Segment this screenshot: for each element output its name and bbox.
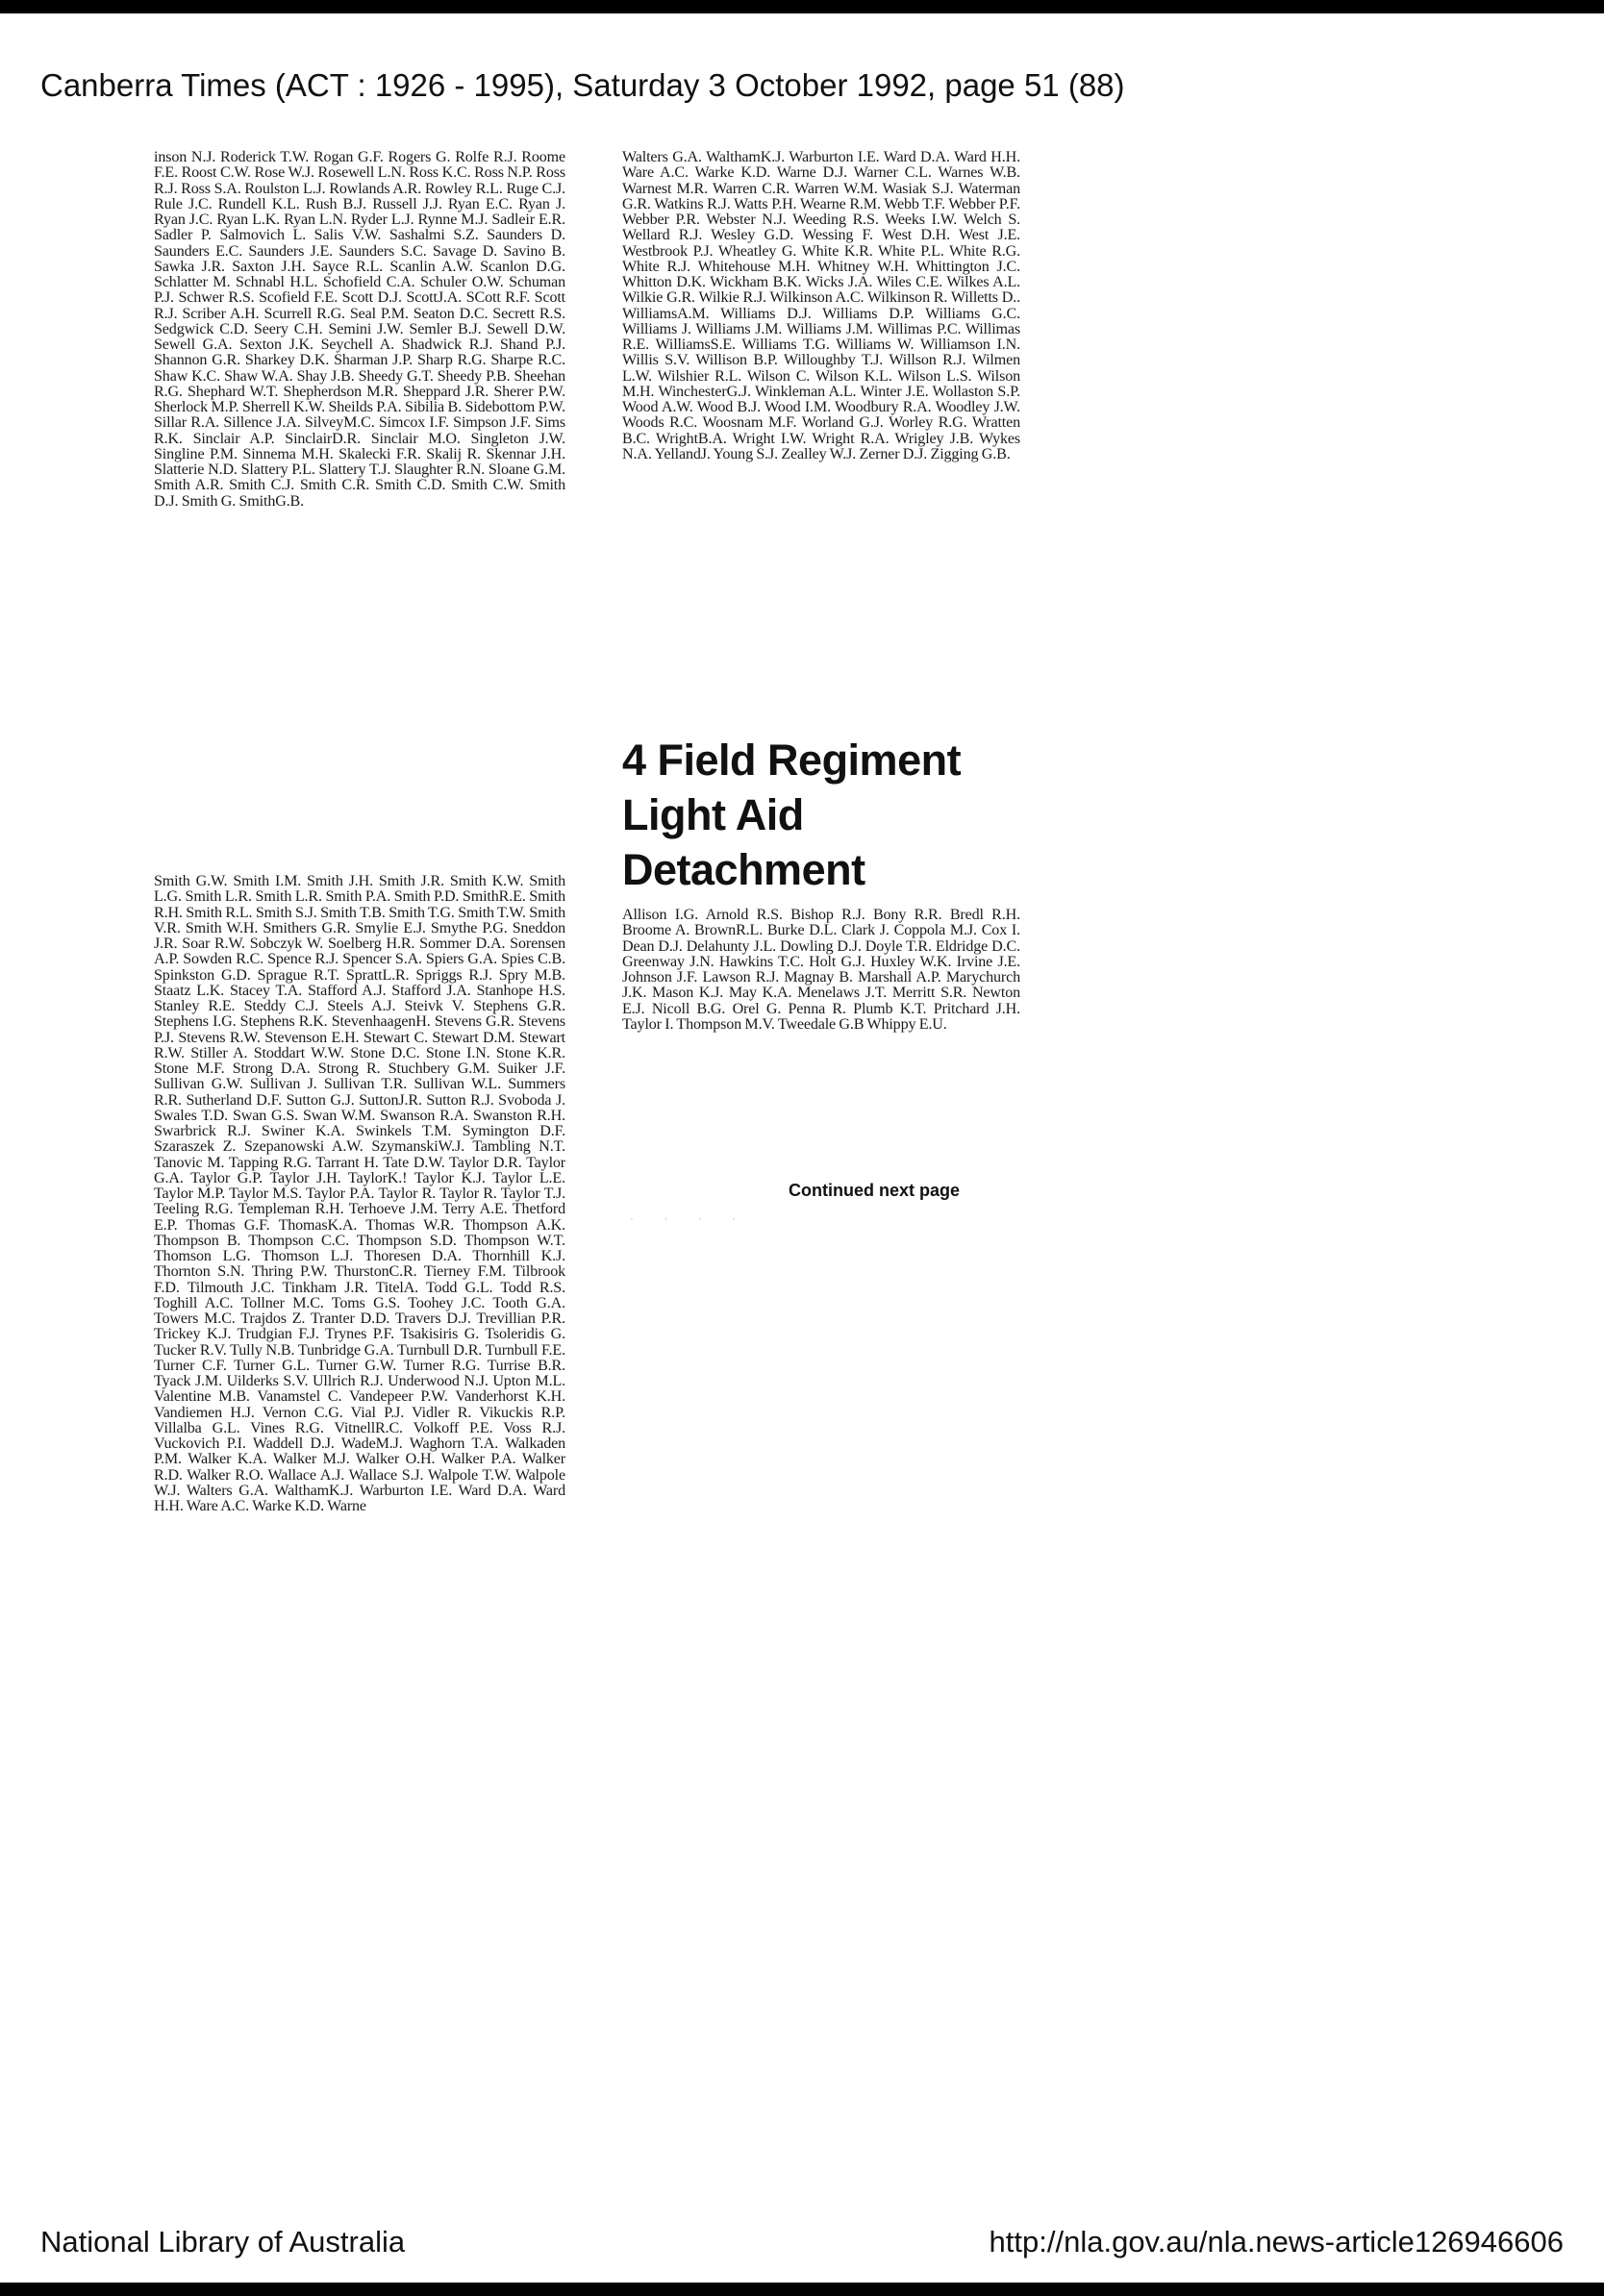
page-title: Canberra Times (ACT : 1926 - 1995), Saturday 3 October 1992, page 51 (88) bbox=[40, 67, 1125, 103]
section-heading bbox=[622, 733, 1026, 897]
heading-line-2: Light Aid bbox=[622, 790, 804, 839]
document-page bbox=[0, 13, 1604, 2283]
footer-url[interactable]: http://nla.gov.au/nla.news-article126946606 bbox=[989, 2225, 1564, 2259]
article-left-column-top: inson N.J. Roderick T.W. Rogan G.F. Rogers G. Rolfe R.J. Roome F.E. Roost C.W. Rose W.J. Rosewell L.N. Ross K.C. Ross N.P. Ross R.J. Ross S.A. Roulston L.J. Rowlands A.R. Rowley R.L. Ruge C.J. Rule J.C. Rundell K.L. Rush B.J. Russell J.J. Ryan E.C. Ryan J. Ryan J.C. Ryan L.K. Ryan L.N. Ryder L.J. Rynne M.J. Sadleir E.R. Sadler P. Salmovich L. Salis V.W. Sashalmi S.Z. Saunders D. Saunders E.C. Saunders J.E. Saunders S.C. Savage D. Savino B. Sawka J.R. Saxton J.H. Sayce R.L. Scanlin A.W. Scanlon D.G. Schlatter M. Schnabl H.L. Schofield C.A. Schuler O.W. Schuman P.J. Schwer R.S. Scofield F.E. Scott D.J. ScottJ.A. SCott R.F. Scott R.J. Scriber A.H. Scurrell R.G. Seal P.M. Seaton D.C. Secrett R.S. Sedgwick C.D. Seery C.H. Semini J.W. Semler B.J. Sewell D.W. Sewell G.A. Sexton J.K. Seychell A. Shadwick R.J. Shand P.J. Shannon G.R. Sharkey D.K. Sharman J.P. Sharp R.G. Sharpe R.C. Shaw K.C. Shaw W.A. Shay J.B. Sheedy G.T. Sheedy P.B. Sheehan R.G. Shephard W.T. Shepherdson M.R. Sheppard J.R. Sherer P.W. Sherlock M.P. Sherrell K.W. Sheilds P.A. Sibilia B. Sidebottom P.W. Sillar R.A. Sillence J.A. SilveyM.C. Simcox I.F. Simpson J.F. Sims R.K. Sinclair A.P. SinclairD.R. Sinclair M.O. Singleton J.W. Singline P.M. Sinnema M.H. Skalecki F.R. Skalij R. Skennar J.H. Slatterie N.D. Slattery P.L. Slattery T.J. Slaughter R.N. Sloane G.M. Smith A.R. Smith C.J. Smith C.R. Smith C.D. Smith C.W. Smith D.J. Smith G. SmithG.B. bbox=[154, 149, 565, 510]
article-left-column-bottom: Smith G.W. Smith I.M. Smith J.H. Smith J.R. Smith K.W. Smith L.G. Smith L.R. Smith L.R. Smith P.A. Smith P.D. SmithR.E. Smith R.H. Smith R.L. Smith S.J. Smith T.B. Smith T.G. Smith T.W. Smith V.R. Smith W.H. Smithers G.R. Smylie E.J. Smythe P.G. Sneddon J.R. Soar R.W. Sobczyk W. Soelberg H.R. Sommer D.A. Sorensen A.P. Sowden R.C. Spence R.J. Spencer S.A. Spiers G.A. Spies C.B. Spinkston G.D. Sprague R.T. SprattL.R. Spriggs R.J. Spry M.B. Staatz L.K. Stacey T.A. Stafford A.J. Stafford J.A. Stanhope H.S. Stanley R.E. Steddy C.J. Steels A.J. Steivk V. Stephens G.R. Stephens I.G. Stephens R.K. StevenhaagenH. Stevens G.R. Stevens P.J. Stevens R.W. Stevenson E.H. Stewart C. Stewart D.M. Stewart R.W. Stiller A. Stoddart W.W. Stone D.C. Stone I.N. Stone K.R. Stone M.F. Strong D.A. Strong R. Stuchbery G.M. Suiker J.F. Sullivan G.W. Sullivan J. Sullivan T.R. Sullivan W.L. Summers R.R. Sutherland D.F. Sutton G.J. SuttonJ.R. Sutton R.J. Svoboda J. Swales T.D. Swan G.S. Swan W.M. Swanson R.A. Swanston R.H. Swarbrick R.J. Swiner K.A. Swinkels T.M. Symington D.F. Szaraszek Z. Szepanowski A.W. SzymanskiW.J. Tambling N.T. Tanovic M. Tapping R.G. Tarrant H. Tate D.W. Taylor D.R. Taylor G.A. Taylor G.P. Taylor J.H. TaylorK.! Taylor K.J. Taylor L.E. Taylor M.P. Taylor M.S. Taylor P.A. Taylor R. Taylor R. Taylor T.J. Teeling R.G. Templeman R.H. Terhoeve J.M. Terry A.E. Thetford E.P. Thomas G.F. ThomasK.A. Thomas W.R. Thompson A.K. Thompson B. Thompson C.C. Thompson S.D. Thompson W.T. Thomson L.G. Thomson L.J. Thoresen D.A. Thornhill K.J. Thornton S.N. Thring P.W. ThurstonC.R. Tierney F.M. Tilbrook F.D. Tilmouth J.C. Tinkham J.R. TitelA. Todd G.L. Todd R.S. Toghill A.C. Tollner M.C. Toms G.S. Toohey J.C. Tooth G.A. Towers M.C. Trajdos Z. Tranter D.D. Travers D.J. Trevillian P.R. Trickey K.J. Trudgian F.J. Trynes P.F. Tsakisiris G. Tsoleridis G. Tucker R.V. Tully N.B. Tunbridge G.A. Turnbull D.R. Turnbull F.E. Turner C.F. Turner G.L. Turner G.W. Turner R.G. Turrise B.R. Tyack J.M. Uilderks S.V. Ullrich R.J. Underwood N.J. Upton M.L. Valentine M.B. Vanamstel C. Vandepeer P.W. Vanderhorst K.H. Vandiemen H.J. Vernon C.G. Vial P.J. Vidler R. Vikuckis R.P. Villalba G.L. Vines R.G. VitnellR.C. Volkoff P.E. Voss R.J. Vuckovich P.I. Waddell D.J. WadeM.J. Waghorn T.A. Walkaden P.M. Walker K.A. Walker M.J. Walker O.H. Walker P.A. Walker R.D. Walker R.O. Wallace A.J. Wallace S.J. Walpole T.W. Walpole W.J. Walters G.A. WalthamK.J. Warburton I.E. Ward D.A. Ward H.H. Ware A.C. Warke K.D. Warne bbox=[154, 873, 565, 1514]
footer-source: National Library of Australia bbox=[40, 2225, 406, 2259]
heading-line-1: 4 Field Regiment bbox=[622, 736, 962, 785]
article-right-column-top: Walters G.A. WalthamK.J. Warburton I.E. Ward D.A. Ward H.H. Ware A.C. Warke K.D. Warne D.J. Warner C.L. Warnes W.B. Warnest M.R. Warren C.R. Warren W.M. Wasiak S.J. Waterman G.R. Watkins R.J. Watts P.H. Wearne R.M. Webb T.F. Webber P.F. Webber P.R. Webster N.J. Weeding R.S. Weeks I.W. Welch S. Wellard R.J. Wesley G.D. Wessing F. West D.H. West J.E. Westbrook P.J. Wheatley G. White K.R. White P.L. White R.G. White R.J. Whitehouse M.H. Whitney W.H. Whittington J.C. Whitton D.K. Wickham B.K. Wicks J.A. Wiles C.E. Wilkes A.L. Wilkie G.R. Wilkie R.J. Wilkinson A.C. Wilkinson R. Willetts D.. WilliamsA.M. Williams D.J. Williams D.P. Williams G.C. Williams J. Williams J.M. Williams J.M. Willimas P.C. Willimas R.E. WilliamsS.E. Williams T.G. Williams W. Williamson I.N. Willis S.V. Willison B.P. Willoughby T.J. Willson R.J. Wilmen L.W. Wilshier R.L. Wilson C. Wilson K.L. Wilson L.S. Wilson M.H. WinchesterG.J. Winkleman A.L. Winter J.E. Wollaston S.P. Wood A.W. Wood B.J. Wood I.M. Woodbury R.A. Woodley J.W. Woods R.C. Woosnam M.F. Worland G.J. Worley R.G. Wratten B.C. WrightB.A. Wright I.W. Wright R.A. Wrigley J.B. Wykes N.A. YellandJ. Young S.J. Zealley W.J. Zerner D.J. Zigging G.B. bbox=[622, 149, 1020, 462]
print-specks: · · · · bbox=[630, 1211, 749, 1225]
heading-line-3: Detachment bbox=[622, 845, 865, 894]
article-right-column-bottom: Allison I.G. Arnold R.S. Bishop R.J. Bony R.R. Bredl R.H. Broome A. BrownR.L. Burke D.L. Clark J. Coppola M.J. Cox I. Dean D.J. Delahunty J.L. Dowling D.J. Doyle T.R. Eldridge D.C. Greenway J.N. Hawkins T.C. Holt G.J. Huxley W.K. Irvine J.E. Johnson J.F. Lawson R.J. Magnay B. Marshall A.P. Marychurch J.K. Mason K.J. May K.A. Menelaws J.T. Merritt S.R. Newton E.J. Nicoll B.G. Orel G. Penna R. Plumb K.T. Pritchard J.H. Taylor I. Thompson M.V. Tweedale G.B Whippy E.U. bbox=[622, 907, 1020, 1033]
continued-note: Continued next page bbox=[789, 1181, 961, 1200]
